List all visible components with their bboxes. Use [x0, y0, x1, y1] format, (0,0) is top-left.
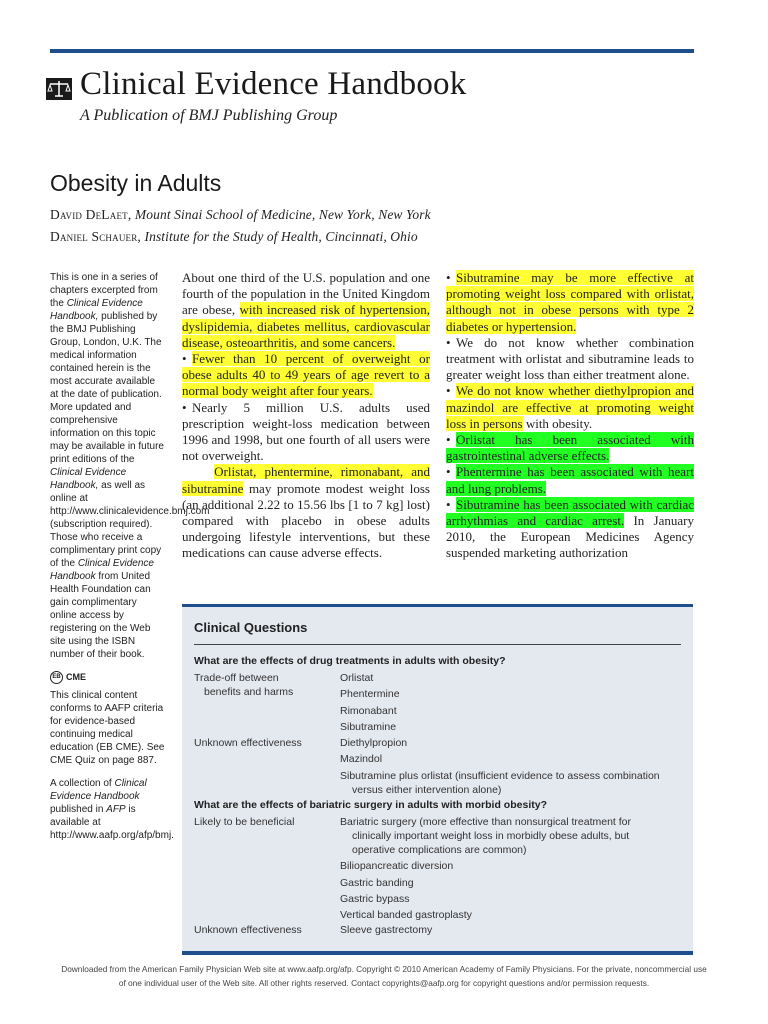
publication-line: A Publication of BMJ Publishing Group: [80, 107, 338, 124]
paragraph: About one third of the U.S. population and one fourth of the population in the United Kingdom are obese, with increased risk of hypertension, dyslipidemia, diabetes mellitus, cardiovascular disease, osteoarthritis, and some cancers.: [182, 270, 430, 350]
sidebar-note: [50, 271, 210, 852]
sidebar-collection: A collection of Clinical Evidence Handbook published in AFP is available at http://www.aafp.org/afp/bmj.: [50, 778, 174, 841]
box-divider: [194, 644, 681, 645]
footer-line: Downloaded from the American Family Physician Web site at www.aafp.org/afp. Copyright © 2010 American Academy of Family Physicians. For the private, noncommercial use: [61, 964, 707, 974]
bullet-point: • Fewer than 10 percent of overweight or obese adults 40 to 49 years of age revert to a normal body weight after four years.: [182, 351, 430, 399]
bullet-point: • We do not know whether combination treatment with orlistat and sibutramine leads to greater weight loss than either treatment alone.: [446, 334, 694, 383]
question-heading: What are the effects of bariatric surgery in adults with morbid obesity?: [194, 799, 547, 811]
treatment-list: Orlistat Phentermine Rimonabant Sibutramine: [340, 672, 400, 733]
bullet-point: • Orlistat has been associated with gastrointestinal adverse effects.: [446, 432, 694, 464]
scales-of-justice-icon: [46, 78, 72, 100]
evidence-category: Unknown effectiveness: [194, 737, 302, 749]
footer-line: of one individual user of the Web site. All other rights reserved. Contact copyrights@aafp.org for copyright questions and/or permission requests.: [118, 978, 650, 988]
bullet-point: • Nearly 5 million U.S. adults used prescription weight-loss medication between 1996 and 1998, but one fourth of all users were not overweight.: [182, 399, 430, 464]
bullet-point: • Sibutramine has been associated with cardiac arrhythmias and cardiac arrest. In January 2010, the European Medicines Agency suspended marketing authorization: [446, 496, 694, 561]
body-column-1: [182, 270, 430, 562]
evidence-category: Unknown effectiveness: [194, 924, 302, 936]
bullet-point: • Phentermine has been associated with heart and lung problems.: [446, 464, 694, 496]
eb-cme-badge: [50, 671, 166, 684]
paragraph: Orlistat, phentermine, rimonabant, and sibutramine may promote modest weight loss (an additional 2.22 to 15.56 lbs [1 to 7 kg] lost) compared with placebo in obese adults undergoing lifestyle interventions, but these medications can cause adverse effects.: [182, 464, 430, 561]
question-heading: What are the effects of drug treatments in adults with obesity?: [194, 655, 506, 667]
masthead-title: Clinical Evidence Handbook: [80, 66, 467, 102]
treatment-list: Sleeve gastrectomy: [340, 924, 433, 936]
header-rule: [50, 49, 694, 53]
author-affiliation: Institute for the Study of Health, Cincinnati, Ohio: [144, 229, 418, 244]
eb-cme-icon: EB: [50, 671, 63, 684]
clinical-questions-box: [182, 604, 693, 955]
bullet-point: • We do not know whether diethylpropion and mazindol are effective at promoting weight loss in persons with obesity.: [446, 383, 694, 431]
treatment-list: Diethylpropion Mazindol Sibutramine plus orlistat (insufficient evidence to assess combination versus either intervention alone): [340, 737, 660, 796]
bullet-point: • Sibutramine may be more effective at promoting weight loss compared with orlistat, although not in obese persons with type 2 diabetes or hypertension.: [446, 270, 694, 334]
evidence-category: Trade-off between benefits and harms: [194, 672, 294, 698]
copyright-footer: [40, 962, 728, 990]
sidebar-cme: This clinical content conforms to AAFP criteria for evidence-based continuing medical education (EB CME). See CME Quiz on page 887.: [50, 690, 165, 766]
clinical-questions-title: Clinical Questions: [194, 620, 308, 635]
author-affiliation: Mount Sinai School of Medicine, New York, New York: [134, 207, 431, 222]
body-column-2: [446, 270, 694, 562]
author-name: David DeLaet,: [50, 207, 132, 222]
treatment-list: Bariatric surgery (more effective than nonsurgical treatment for clinically important weight loss in morbidly obese adults, but operative complications are common) Biliopancreatic diversion Gastric banding Gastric bypass Vertical banded gastroplasty: [340, 816, 632, 922]
article-title: Obesity in Adults: [50, 170, 222, 196]
author-line: [50, 207, 431, 223]
eb-cme-label: CME: [66, 672, 86, 682]
author-name: Daniel Schauer,: [50, 229, 142, 244]
evidence-category: Likely to be beneficial: [194, 816, 295, 828]
sidebar-intro: This is one in a series of chapters excerpted from the Clinical Evidence Handbook, published by the BMJ Publishing Group, London, U.K. The medical information contained herein is the most accurate available at the date of publication. More updated and comprehensive information on this topic may be available in future print editions of the Clinical Evidence Handbook, as well as online at http://www.clinicalevidence.bmj.com (subscription required). Those who receive a complimentary print copy of the Clinical Evidence Handbook from United Health Foundation can gain complimentary online access by registering on the Web site using the ISBN number of their book.: [50, 272, 210, 660]
author-line: [50, 229, 418, 245]
